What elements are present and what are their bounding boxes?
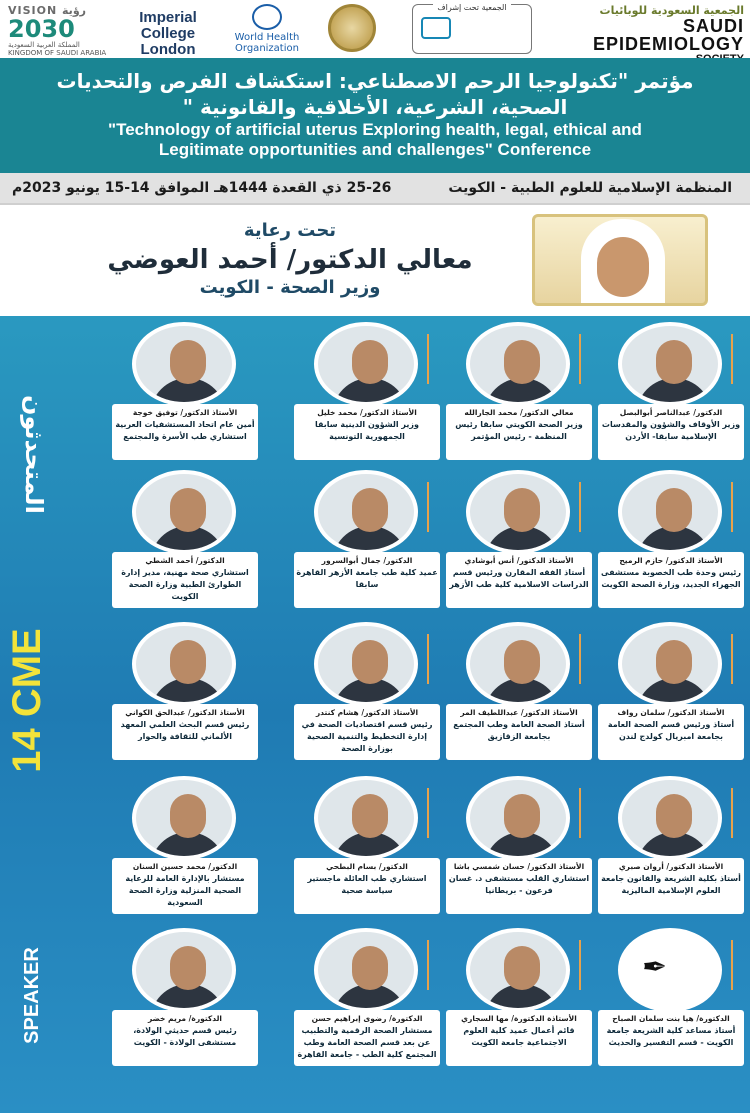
speaker-head [656, 794, 692, 838]
divider-line [579, 788, 581, 838]
vision-year: 2030 [8, 15, 75, 43]
speaker-role: مستشار بالإدارة العامة للرعاية الصحية المنزلية وزارة الصحة السعودية [125, 874, 245, 907]
speaker-caption [112, 404, 258, 460]
speaker-name: الأستاذ الدكتور/ سلمان رواف [617, 708, 725, 717]
speaker-photo [618, 322, 722, 406]
speaker-card [292, 470, 442, 610]
side-cme [0, 610, 62, 790]
speaker-photo [132, 928, 236, 1012]
patron-face [597, 237, 649, 297]
speaker-name: الدكتورة/ رضوى إبراهيم حسن [311, 1014, 423, 1023]
speaker-name: الدكتور/ عبدالناصر أبوالبصل [619, 408, 723, 417]
ses-en1: SAUDI [682, 16, 744, 36]
speaker-role: أستاذ بكلية الشريعة والقانون جامعة العلوم الإسلامية الماليزية [601, 874, 741, 895]
vision-sub: المملكة العربية السعودية KINGDOM OF SAUDI ARABIA [8, 41, 107, 57]
divider-line [731, 334, 733, 384]
speaker-role: مستشار الصحة الرقمية والتطبيب عن بعد قسم الصحة العامة وطب المجتمع كلية الطب - جامعة القاهرة [297, 1026, 437, 1059]
speaker-head [504, 340, 540, 384]
speaker-role: رئيس وحدة طب الخصوبة مستشفى الجهراء الجديد، وزارة الصحة الكويت [600, 568, 742, 589]
ses-en2: EPIDEMIOLOGY [592, 34, 744, 54]
patron-photo [532, 214, 708, 306]
speaker-caption [294, 704, 440, 760]
speaker-role: وزير الشؤون الدينية سابقا الجمهورية التونسية [314, 420, 419, 441]
speaker-caption [294, 1010, 440, 1066]
divider-line [731, 482, 733, 532]
speaker-role: رئيس قسم اقتصاديات الصحة في إدارة التخطيط والتنمية الصحية بوزارة الصحة [301, 720, 433, 753]
speaker-role: استشاري القلب مستشفى د. غسان فرعون - بريطانيا [448, 874, 590, 895]
imperial-line1: Imperial [139, 9, 197, 26]
who-line2: Organization [235, 43, 299, 54]
divider-line [427, 940, 429, 990]
speaker-role: استشاري طب العائلة ماجستير سياسة صحية [307, 874, 427, 895]
speaker-card [110, 776, 260, 916]
speaker-caption [112, 704, 258, 760]
speaker-photo [466, 776, 570, 860]
speaker-card [292, 622, 442, 762]
divider-line [579, 334, 581, 384]
speaker-head [352, 946, 388, 990]
speaker-role: استشاري صحة مهنية، مدير إدارة الطوارئ الطبية وزارة الصحة الكويت [121, 568, 249, 601]
speaker-role: أستاذ مساعد كلية الشريعة جامعة الكويت - قسم التفسير والحديث [606, 1026, 736, 1047]
speaker-role: وزير الأوقاف والشؤون والمقدسات الإسلامية سابقا- الأردن [601, 420, 741, 441]
speaker-name: الدكتورة/ هيا بنت سلمان الصباح [612, 1014, 730, 1023]
divider-line [731, 788, 733, 838]
title-band [0, 58, 750, 173]
who-logo [222, 4, 312, 54]
title-ar-line2: الصحية، الشرعية، الأخلاقية والقانونية " [182, 95, 568, 119]
speaker-card [444, 776, 594, 916]
speaker-role: أستاذ ورئيس قسم الصحة العامة بجامعة امبريال كولدج لندن [607, 720, 735, 741]
speaker-card [444, 470, 594, 610]
title-en-line1: "Technology of artificial uterus Exploring health, legal, ethical and [108, 120, 642, 139]
speaker-head [504, 640, 540, 684]
speaker-card [596, 622, 746, 762]
speaker-card [110, 928, 260, 1068]
speaker-role: أستاذ الصحة العامة وطب المجتمع بجامعة الزقازيق [453, 720, 585, 741]
speaker-card [596, 776, 746, 916]
speaker-caption [446, 552, 592, 608]
speaker-card [292, 928, 442, 1068]
speaker-card [292, 322, 442, 462]
speaker-photo [314, 322, 418, 406]
speaker-name: الأستاذ الدكتور/ عبدالحق الكواني [125, 708, 245, 717]
scfhs-logo [412, 4, 532, 54]
speaker-card [110, 470, 260, 610]
speaker-head [170, 488, 206, 532]
imperial-line2: College [140, 25, 196, 42]
speaker-caption [598, 858, 744, 914]
speaker-head [352, 488, 388, 532]
speaker-card [444, 322, 594, 462]
ses-ar: الجمعية السعودية للوبائيات [599, 4, 744, 17]
speaker-name: معالي الدكتور/ محمد الجارالله [464, 408, 574, 417]
speaker-caption [598, 1010, 744, 1066]
speaker-photo [314, 776, 418, 860]
speaker-photo [132, 622, 236, 706]
speaker-caption [446, 1010, 592, 1066]
speaker-name: الأستاذ الدكتور/ هشام كنتدر [315, 708, 419, 717]
speaker-caption [112, 1010, 258, 1066]
divider-line [427, 634, 429, 684]
speaker-photo [132, 470, 236, 554]
scfhs-top-label: الجمعية تحت إشراف [433, 3, 511, 12]
divider-line [731, 634, 733, 684]
venue-bar [0, 173, 750, 205]
venue-date: 25-26 ذي القعدة 1444هـ الموافق 14-15 يونيو 2023م [12, 180, 392, 196]
speaker-photo [618, 776, 722, 860]
speaker-name: الأستاذة الدكتورة/ مها السجاري [461, 1014, 577, 1023]
side-speaker [2, 930, 62, 1060]
speaker-photo [466, 322, 570, 406]
venue-org: المنظمة الإسلامية للعلوم الطبية - الكويت [448, 180, 732, 196]
speaker-head [352, 640, 388, 684]
speaker-head [504, 794, 540, 838]
speaker-caption [294, 858, 440, 914]
emblem-icon [328, 4, 376, 52]
speaker-caption [112, 858, 258, 914]
speaker-photo [466, 470, 570, 554]
speaker-caption [598, 404, 744, 460]
medical-org-emblem [322, 4, 382, 54]
speaker-head [656, 640, 692, 684]
speaker-name: الدكتورة/ مريم خضر [147, 1014, 223, 1023]
speaker-name: الأستاذ الدكتور/ توفيق خوجة [132, 408, 238, 417]
speaker-photo [314, 470, 418, 554]
speaker-name: الأستاذ الدكتور/ أنس أبوشادي [464, 556, 574, 565]
speaker-card [596, 928, 746, 1068]
scfhs-mark-icon [421, 17, 451, 39]
imperial-college-logo [128, 4, 208, 58]
speaker-head [656, 488, 692, 532]
speaker-head [170, 946, 206, 990]
speaker-caption [446, 858, 592, 914]
speaker-role: قائم أعمال عميد كلية العلوم الاجتماعية جامعة الكويت [463, 1026, 575, 1047]
speaker-name: الأستاذ الدكتور/ أروان صبري [618, 862, 724, 871]
speaker-name: الأستاذ الدكتور/ حازم الرميح [619, 556, 723, 565]
divider-line [579, 482, 581, 532]
speaker-head [352, 340, 388, 384]
speaker-name: الدكتور/ محمد حسين السنان [132, 862, 238, 871]
speaker-name: الأستاذ الدكتور/ عبداللطيف المر [460, 708, 578, 717]
speaker-caption [294, 552, 440, 608]
speaker-caption [598, 704, 744, 760]
speaker-role: أستاذ الفقه المقارن ورئيس قسم الدراسات الاسلامية كلية طب الأزهر [449, 568, 589, 589]
speaker-photo [618, 928, 722, 1012]
speaker-card [444, 622, 594, 762]
speaker-caption [112, 552, 258, 608]
speaker-head [504, 488, 540, 532]
speaker-photo [132, 776, 236, 860]
divider-line [579, 940, 581, 990]
divider-line [731, 940, 733, 990]
patron-under: تحت رعاية [243, 220, 337, 241]
who-line1: World Health [234, 32, 300, 43]
speaker-photo [466, 622, 570, 706]
speaker-caption [598, 552, 744, 608]
speaker-card [292, 776, 442, 916]
title-en-line2: Legitimate opportunities and challenges" Conference [158, 140, 592, 159]
speaker-head [170, 640, 206, 684]
saudi-epidemiology-society-logo [556, 4, 744, 54]
speaker-name: الدكتور/ بسام البطحي [326, 862, 408, 871]
title-ar-line1: مؤتمر "تكنولوجيا الرحم الاصطناعي: استكشاف الفرص والتحديات [56, 69, 694, 93]
who-globe-icon [252, 4, 282, 30]
speaker-caption [446, 404, 592, 460]
side-speakers-label: المتحدثون [20, 395, 48, 514]
speaker-photo [314, 622, 418, 706]
speaker-card [596, 470, 746, 610]
speaker-role: أمين عام اتحاد المستشفيات العربية استشاري طب الأسرة والمجتمع [115, 420, 255, 441]
vision-2030-logo [8, 4, 108, 57]
speaker-head [170, 794, 206, 838]
speaker-name: الأستاذ الدكتور/ حسان شمسي باشا [453, 862, 585, 871]
speaker-caption [446, 704, 592, 760]
speaker-photo [314, 928, 418, 1012]
calligraphy-icon: ✒ [642, 950, 668, 985]
speaker-photo [466, 928, 570, 1012]
speaker-name: الأستاذ الدكتور/ محمد خليل [317, 408, 417, 417]
speaker-head [170, 340, 206, 384]
divider-line [579, 634, 581, 684]
speaker-head [504, 946, 540, 990]
speaker-card [596, 322, 746, 462]
speaker-role: وزير الصحة الكويتي سابقا رئيس المنظمة - رئيس المؤتمر [455, 420, 583, 441]
divider-line [427, 788, 429, 838]
speaker-role: رئيس قسم البحث العلمي المعهد الألماني للثقافة والحوار [120, 720, 250, 741]
speaker-role: رئيس قسم حديثي الولادة، مستشفى الولادة - الكويت [133, 1026, 237, 1047]
speaker-card [110, 322, 260, 462]
speaker-head [656, 340, 692, 384]
speaker-label: SPEAKER [20, 946, 43, 1044]
speaker-photo [132, 322, 236, 406]
patron-block [60, 220, 520, 298]
speaker-photo [618, 470, 722, 554]
speaker-name: الدكتور/ أحمد الشطي [145, 556, 225, 565]
speaker-card [444, 928, 594, 1068]
speaker-head [352, 794, 388, 838]
patron-name: معالي الدكتور/ أحمد العوضي [107, 245, 473, 275]
vision-label: VISION رؤية [8, 4, 86, 17]
divider-line [427, 482, 429, 532]
speaker-photo [618, 622, 722, 706]
divider-line [427, 334, 429, 384]
speaker-role: عميد كلية طب جامعة الأزهر القاهرة سابقا [296, 568, 438, 589]
logo-bar [0, 0, 750, 58]
speaker-caption [294, 404, 440, 460]
speaker-name: الدكتور/ جمال أبوالسرور [321, 556, 413, 565]
speaker-card [110, 622, 260, 762]
patron-role: وزير الصحة - الكويت [199, 277, 381, 298]
cme-label: 14 CME [4, 627, 49, 773]
imperial-line3: London [140, 41, 196, 58]
